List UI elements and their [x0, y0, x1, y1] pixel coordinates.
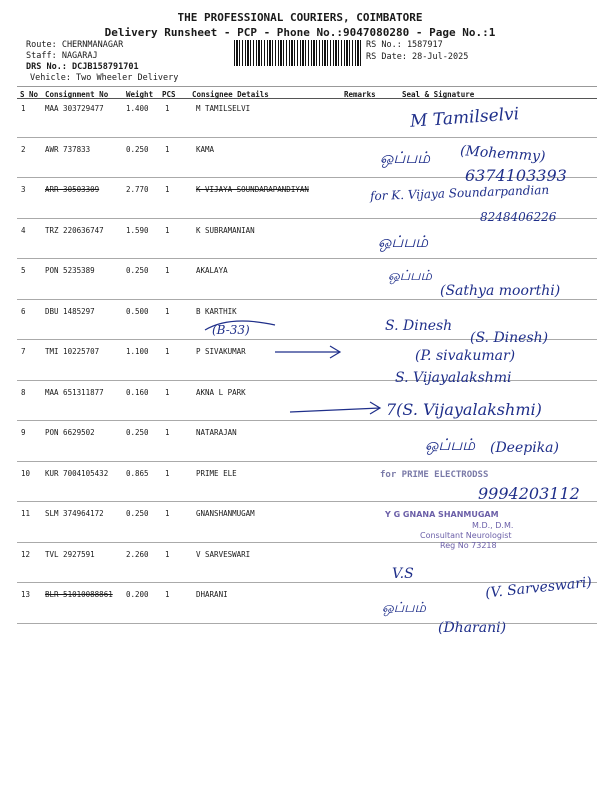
row-consignment: PON 6629502 — [45, 428, 95, 437]
row-pcs: 1 — [165, 225, 170, 235]
drs-number: DRS No.: DCJB158791701 — [26, 62, 139, 72]
signature-row7: S. Vijayalakshmi — [395, 370, 512, 386]
signature-row3-phone: 8248406226 — [480, 210, 557, 224]
row-sno: 12 — [21, 549, 31, 559]
row-consignee: AKALAYA — [196, 266, 228, 275]
row-pcs: 1 — [165, 590, 170, 599]
row-consignee: DHARANI — [196, 590, 228, 599]
signature-row6-name: (S. Dinesh) — [470, 330, 549, 346]
row-weight: 0.250 — [126, 428, 149, 437]
row-weight: 2.770 — [126, 185, 149, 194]
col-header-consignee: Consignee Details — [192, 90, 269, 99]
row-pcs: 1 — [165, 509, 170, 518]
signature-mark-row13: ஒப்பம் — [382, 600, 426, 616]
row-consignment: TVL 2927591 — [45, 549, 95, 559]
route-label: Route: CHERNMANAGAR — [26, 40, 124, 50]
row-consignee: K SUBRAMANIAN — [196, 225, 255, 235]
row-pcs: 1 — [165, 468, 170, 478]
row-sno: 9 — [21, 428, 26, 437]
row-weight: 0.250 — [126, 266, 149, 275]
signature-row8: 7(S. Vijayalakshmi) — [386, 400, 542, 419]
signature-row7-name: (P. sivakumar) — [415, 348, 516, 364]
signature-mark-row2: ஒப்பம் — [380, 148, 431, 167]
row-weight: 0.865 — [126, 468, 149, 478]
row-consignee: B KARTHIK — [196, 306, 237, 316]
note-row6: (B-33) — [212, 323, 250, 337]
row-consignee: NATARAJAN — [196, 428, 237, 437]
signature-row5: (Sathya moorthi) — [440, 283, 561, 299]
row-pcs: 1 — [165, 144, 170, 154]
row-pcs: 1 — [165, 185, 170, 194]
col-header-remarks: Remarks — [344, 90, 376, 99]
row-consignment: BLR 51010088861 — [45, 590, 113, 599]
row-consignment: TRZ 220636747 — [45, 225, 104, 235]
row-consignment: SLM 374964172 — [45, 509, 104, 518]
page-title: THE PROFESSIONAL COURIERS, COIMBATORE — [177, 11, 423, 24]
row-weight: 0.250 — [126, 144, 149, 154]
row-consignee: AKNA L PARK — [196, 387, 246, 397]
row-consignee: PRIME ELE — [196, 468, 237, 478]
row-sno: 6 — [21, 306, 26, 316]
row-consignment: MAA 303729477 — [45, 104, 104, 113]
row-sno: 1 — [21, 104, 26, 113]
signature-mark-row12: V.S — [392, 566, 414, 582]
signature-row12: (V. Sarveswari) — [484, 574, 593, 602]
signature-row13: (Dharani) — [438, 620, 507, 636]
stamp-degree: M.D., D.M. — [472, 521, 514, 530]
rs-date: RS Date: 28-Jul-2025 — [366, 52, 469, 62]
row-weight: 1.590 — [126, 225, 149, 235]
row-pcs: 1 — [165, 266, 170, 275]
row-weight: 0.200 — [126, 590, 149, 599]
row-weight: 0.250 — [126, 509, 149, 518]
row-sno: 4 — [21, 225, 26, 235]
stamp-row10: for PRIME ELECTRODSS — [380, 470, 489, 480]
col-header-seal-signature: Seal & Signature — [402, 90, 475, 99]
row-consignee: V SARVESWARI — [196, 549, 251, 559]
row-sno: 10 — [21, 468, 31, 478]
signature-row4: ஒப்பம் — [378, 232, 429, 251]
row-weight: 2.260 — [126, 549, 149, 559]
row-consignment: DBU 1485297 — [45, 306, 95, 316]
signature-row6: S. Dinesh — [385, 318, 453, 334]
signature-mark-row9: ஒப்பம் — [425, 435, 476, 454]
rs-number: RS No.: 1587917 — [366, 40, 443, 50]
row-sno: 8 — [21, 387, 26, 397]
stamp-designation: Consultant Neurologist — [420, 531, 512, 540]
row-consignment: AWR 737833 — [45, 144, 91, 154]
row-consignment: KUR 7004105432 — [45, 468, 109, 478]
row-consignee: K VIJAYA SOUNDARAPANDIYAN — [196, 185, 309, 194]
signature-row2-name: (Mohemmy) — [459, 143, 546, 165]
row-weight: 1.400 — [126, 104, 149, 113]
signature-row1: M Tamilselvi — [409, 104, 520, 132]
col-header-sno: S No — [20, 90, 39, 99]
row-sno: 5 — [21, 266, 26, 275]
row-pcs: 1 — [165, 549, 170, 559]
row-consignee: P SIVAKUMAR — [196, 347, 246, 356]
signature-mark-row5: ஒப்பம் — [388, 268, 432, 284]
row-weight: 0.500 — [126, 306, 149, 316]
col-header-weight: Weight — [126, 90, 154, 99]
row-pcs: 1 — [165, 428, 170, 437]
stamp-reg: Reg No 73218 — [440, 541, 497, 550]
row-sno: 3 — [21, 185, 26, 194]
vehicle-label: Vehicle: Two Wheeler Delivery — [30, 73, 179, 83]
col-header-consignment: Consignment No — [45, 90, 109, 99]
row-sno: 2 — [21, 144, 26, 154]
staff-label: Staff: NAGARAJ — [26, 51, 98, 61]
stamp-name: Y G GNANA SHANMUGAM — [385, 510, 499, 519]
signature-row10-phone: 9994203112 — [478, 484, 580, 503]
row-sno: 11 — [21, 509, 31, 518]
row-pcs: 1 — [165, 347, 170, 356]
row-pcs: 1 — [165, 387, 170, 397]
arrow-row8 — [290, 408, 380, 412]
row-sno: 7 — [21, 347, 26, 356]
row-consignee: GNANSHANMUGAM — [196, 509, 255, 518]
row-pcs: 1 — [165, 306, 170, 316]
row-consignment: PON 5235389 — [45, 266, 95, 275]
signature-row2-phone: 6374103393 — [465, 166, 567, 185]
row-weight: 0.160 — [126, 387, 149, 397]
row-weight: 1.100 — [126, 347, 149, 356]
row-consignment: TMI 10225707 — [45, 347, 100, 356]
signature-row9: (Deepika) — [490, 440, 559, 456]
page-subtitle: Delivery Runsheet - PCP - Phone No.:9047080280 - Page No.:1 — [104, 26, 496, 39]
bracket-row6 — [205, 321, 275, 330]
row-pcs: 1 — [165, 104, 170, 113]
row-consignee: KAMA — [196, 144, 215, 154]
row-consignment: MAA 651311877 — [45, 387, 104, 397]
row-consignment: ARR 30503309 — [45, 185, 100, 194]
row-consignee: M TAMILSELVI — [196, 104, 251, 113]
col-header-pcs: PCS — [162, 90, 176, 99]
signature-row3-name: for K. Vijaya Soundarpandian — [369, 182, 550, 204]
row-sno: 13 — [21, 590, 31, 599]
